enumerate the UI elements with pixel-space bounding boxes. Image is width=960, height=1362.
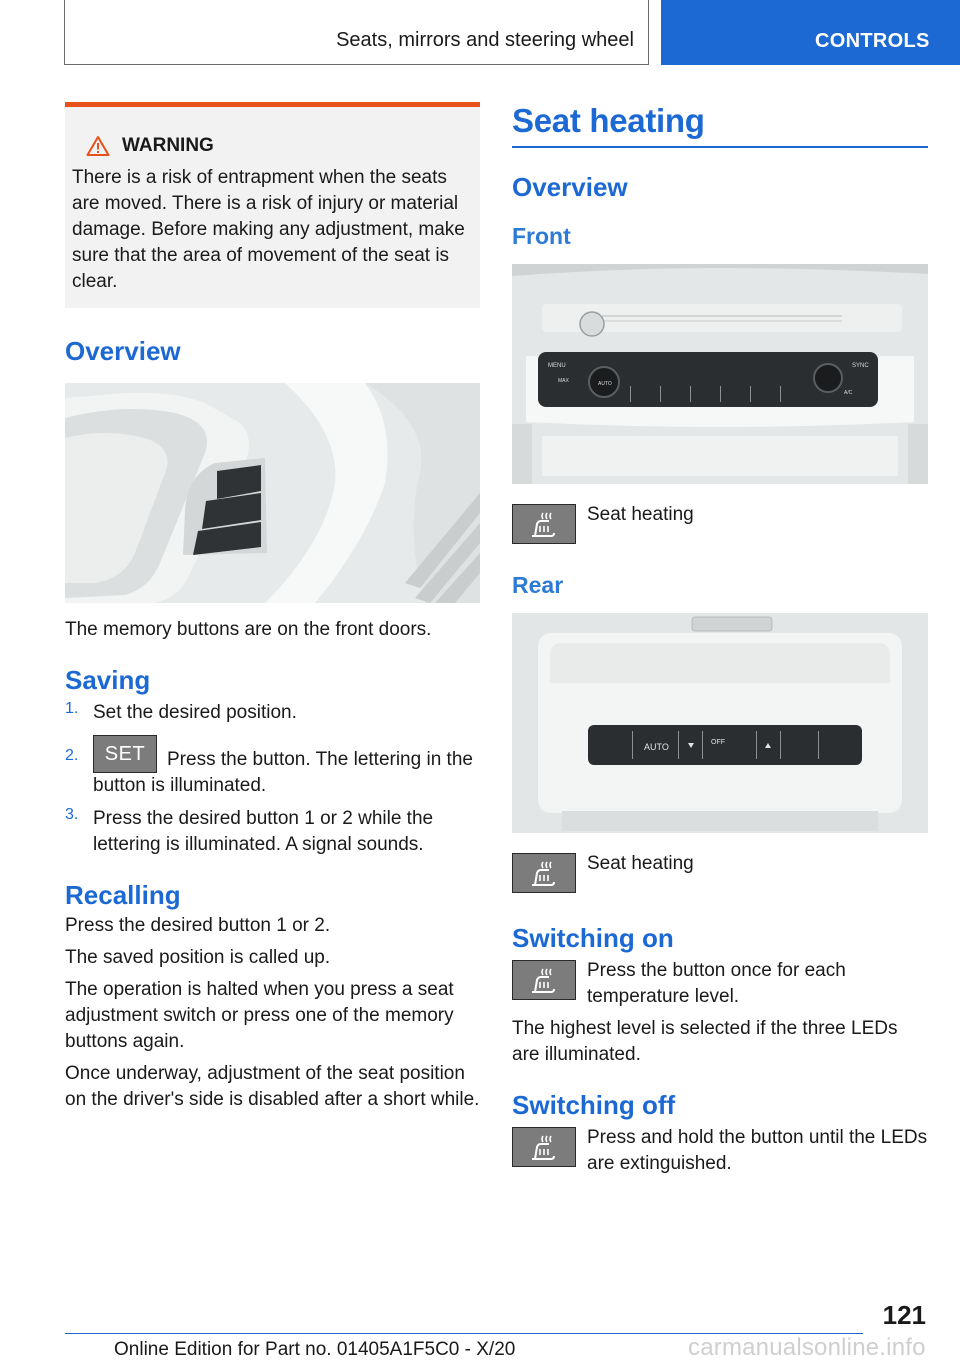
- svg-text:AUTO: AUTO: [598, 381, 612, 387]
- rear-climate-panel-photo: [512, 613, 928, 833]
- switching-on-heading: Switching on: [512, 923, 674, 953]
- chapter-title: Seats, mirrors and steering wheel: [336, 29, 634, 51]
- seat-heating-icon: [512, 1127, 576, 1167]
- recalling-para-3: The operation is halted when you press a seat adjustment switch or press one of the memory buttons again.: [65, 979, 454, 1052]
- step-text: Press the button. The lettering in the button is illuminated.: [93, 749, 473, 796]
- page-number: 121: [882, 1300, 926, 1330]
- set-button-label: SET: [104, 742, 146, 765]
- switching-off-heading: Switching off: [512, 1090, 676, 1120]
- left-overview-heading: Overview: [65, 336, 181, 366]
- seat-heating-icon: [512, 504, 576, 544]
- right-overview-heading: Overview: [512, 172, 628, 202]
- svg-text:OFF: OFF: [711, 739, 725, 746]
- footer-edition: Online Edition for Part no. 01405A1F5C0 - X/20: [114, 1339, 516, 1360]
- svg-text:AUTO: AUTO: [644, 742, 669, 752]
- watermark: carmanualsonline.info: [688, 1334, 926, 1361]
- warning-text: There is a risk of entrapment when the seats are moved. There is a risk of injury or material damage. Before making any adjustment, make sure that the area of movement of the seat is clear.: [72, 167, 465, 292]
- seat-heating-icon: [512, 853, 576, 893]
- recalling-para-4: Once underway, adjustment of the seat position on the driver's side is disabled after a short while.: [65, 1063, 480, 1110]
- svg-text:MENU: MENU: [548, 363, 566, 369]
- title-rule: [512, 146, 928, 148]
- front-heading: Front: [512, 223, 571, 249]
- recalling-para-2: The saved position is called up.: [65, 947, 331, 968]
- front-seat-heating-item: [512, 504, 928, 544]
- saving-step-3: [65, 806, 480, 858]
- recalling-heading: Recalling: [65, 880, 181, 910]
- warning-heading: [86, 135, 470, 157]
- svg-text:SYNC: SYNC: [852, 363, 869, 369]
- switching-on-text: Press the button once for each temperature level.: [587, 960, 846, 1007]
- set-button-icon: [93, 735, 157, 773]
- header-chapter-box: [64, 0, 649, 65]
- saving-step-2: [65, 735, 480, 799]
- switching-on-item: [512, 960, 928, 1010]
- right-column: [512, 102, 928, 1177]
- seat-heating-heading: Seat heating: [512, 102, 705, 139]
- step-number: 2.: [65, 747, 79, 764]
- front-climate-panel-photo: [512, 264, 928, 484]
- svg-text:A/C: A/C: [844, 390, 853, 396]
- rear-seat-heating-item: [512, 853, 928, 893]
- saving-steps-list: [65, 700, 480, 858]
- saving-step-1: [65, 700, 480, 726]
- step-text: Set the desired position.: [93, 702, 297, 723]
- section-title: CONTROLS: [815, 30, 930, 52]
- rear-heading: Rear: [512, 572, 564, 598]
- step-number: 1.: [65, 700, 79, 717]
- front-seat-heating-caption: Seat heating: [587, 504, 694, 525]
- svg-text:MAX: MAX: [558, 378, 569, 384]
- switching-on-para: The highest level is selected if the three LEDs are illuminated.: [512, 1018, 898, 1065]
- header-section-tab[interactable]: [661, 0, 960, 65]
- left-column: [65, 102, 480, 1113]
- door-memory-buttons-photo: [65, 383, 480, 603]
- warning-triangle-icon: [86, 135, 110, 157]
- memory-location-text: The memory buttons are on the front doors.: [65, 619, 432, 640]
- switching-off-text: Press and hold the button until the LEDs are extinguished.: [587, 1127, 928, 1174]
- recalling-para-1: Press the desired button 1 or 2.: [65, 915, 331, 936]
- saving-heading: Saving: [65, 665, 151, 695]
- switching-off-item: [512, 1127, 928, 1177]
- warning-box: [65, 102, 480, 308]
- seat-heating-icon: [512, 960, 576, 1000]
- step-number: 3.: [65, 806, 79, 823]
- warning-label: WARNING: [122, 135, 214, 156]
- rear-seat-heating-caption: Seat heating: [587, 853, 694, 874]
- step-text: Press the desired button 1 or 2 while the lettering is illuminated. A signal sounds.: [93, 808, 434, 855]
